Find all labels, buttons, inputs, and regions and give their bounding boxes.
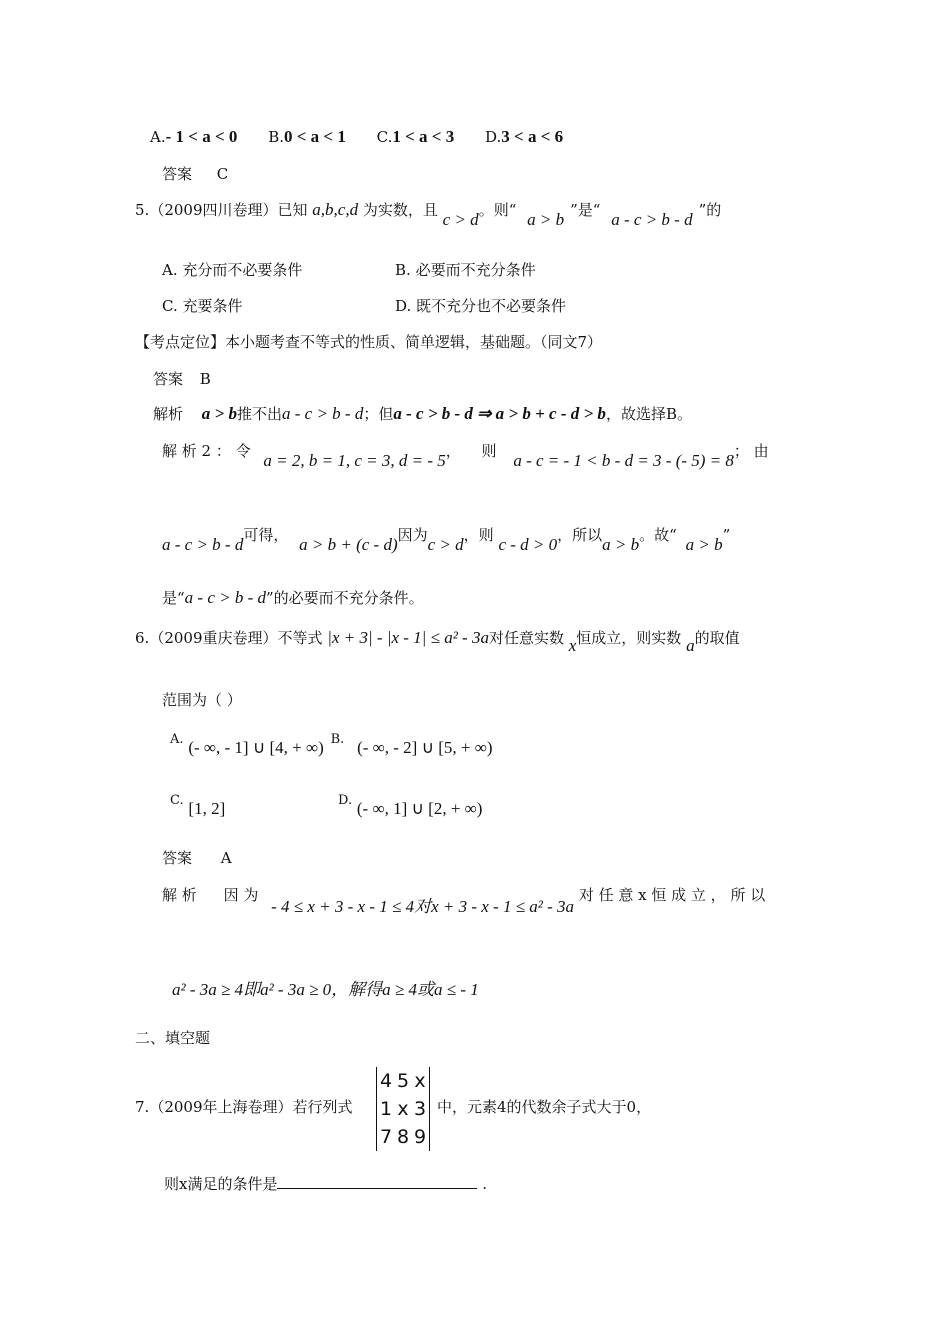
q6-text2: 恒成立，则实数	[576, 629, 682, 647]
determinant-cell: 8	[396, 1126, 410, 1148]
q6-analysis-line2	[172, 980, 479, 1000]
determinant-row	[379, 1067, 427, 1095]
determinant-cell: 3	[413, 1098, 427, 1120]
q5-line4-a: 是“	[162, 589, 185, 607]
q7-source: （2009年上海卷理）若行列式	[149, 1098, 353, 1116]
q5-answer-label: 答案	[153, 370, 184, 388]
q5-answer	[153, 369, 211, 389]
determinant-cell: x	[414, 1070, 426, 1092]
q4-option-c-expr: 1 < a < 3	[392, 127, 455, 146]
q5-line3-i: a > b	[602, 535, 640, 554]
q5-line3-j: 。故“	[639, 526, 677, 544]
q5-analysis2-sep: ，	[445, 442, 461, 460]
q6-text1: 对任意实数	[488, 629, 564, 647]
q4-options-row	[150, 127, 563, 147]
q5-option-c-text: 充要条件	[182, 297, 243, 315]
q6-analysis-label: 解 析	[162, 886, 197, 904]
q6-option-d-label: D.	[338, 793, 353, 808]
q5-analysis-label: 解析	[153, 405, 184, 423]
q5-option-c	[162, 296, 243, 316]
q5-analysis4	[162, 588, 424, 608]
q5-analysis1-e: a - c > b - d ⇒ a > b + c - d > b	[393, 404, 606, 423]
q5-option-d	[395, 296, 566, 316]
q4-option-c-label: C.	[376, 128, 393, 146]
q5-q: a - c > b - d	[611, 210, 693, 229]
q5-analysis1-d: ；但	[363, 405, 394, 423]
q6-expr: |x + 3| - |x - 1| ≤ a² - 3a	[327, 628, 489, 647]
q5-option-c-label: C.	[162, 297, 178, 315]
q4-option-a-label: A.	[150, 128, 166, 146]
q5-option-b-label: B.	[395, 261, 411, 279]
q5-analysis1-c: a - c > b - d	[282, 404, 364, 423]
q5-stem	[135, 200, 722, 229]
q7-text3: .	[477, 1175, 488, 1193]
q6-analysis-line2-text: a² - 3a ≥ 4即a² - 3a ≥ 0，解得a ≥ 4或a ≤ - 1	[172, 980, 479, 999]
q4-option-b-expr: 0 < a < 1	[283, 127, 346, 146]
q6-option-d-expr: (- ∞, 1] ∪ [2, + ∞)	[356, 799, 483, 818]
determinant-cell: 7	[379, 1126, 393, 1148]
q5-text1: 为实数，且	[362, 201, 438, 219]
q6-option-b-label: B.	[330, 732, 345, 747]
q4-option-a-expr: - 1 < a < 0	[165, 127, 238, 146]
q5-line3-g: c - d > 0	[498, 535, 558, 554]
q6-answer	[162, 848, 232, 868]
q5-option-a-text: 充分而不必要条件	[182, 261, 303, 279]
q6-answer-label: 答案	[162, 849, 193, 867]
q5-option-a	[162, 260, 302, 280]
q5-line4-c: ”的必要而不充分条件。	[266, 589, 424, 607]
q7-number: 7.	[135, 1098, 150, 1116]
q5-analysis1-a: a > b	[201, 404, 237, 423]
q5-analysis3	[162, 525, 731, 554]
q5-analysis1-b: 推不出	[236, 405, 282, 423]
q5-option-d-label: D.	[395, 297, 412, 315]
q5-line3-e: c > d	[427, 535, 464, 554]
q6-a: a	[686, 636, 695, 655]
q6-analysis-because: 因 为	[223, 886, 259, 904]
q4-answer-label: 答案	[162, 165, 193, 183]
q6-option-b-expr: (- ∞, - 2] ∪ [5, + ∞)	[357, 738, 493, 757]
q6-option-c-label: C.	[170, 793, 184, 808]
q5-source: （2009四川卷理）已知	[149, 201, 308, 219]
q7-text2: 则x满足的条件是	[164, 1175, 278, 1193]
q6-option-a-expr: (- ∞, - 1] ∪ [4, + ∞)	[188, 738, 324, 757]
q6-text4: 范围为（ ）	[162, 691, 242, 709]
q5-analysis1	[153, 404, 692, 424]
q5-number: 5.	[135, 201, 150, 219]
q5-text4: ”的	[698, 201, 722, 219]
q5-option-d-text: 既不充分也不必要条件	[416, 297, 567, 315]
q5-line3-f: ，则	[463, 526, 494, 544]
determinant-cell: x	[397, 1098, 409, 1120]
q5-line3-b: 可得，	[243, 526, 289, 544]
q5-analysis2-expr1: a = 2, b = 1, c = 3, d = - 5	[263, 451, 446, 470]
q5-text2: 。则“	[478, 201, 517, 219]
q6-option-a-label: A.	[170, 732, 184, 747]
q6-x: x	[568, 636, 577, 655]
q5-line3-k: a > b	[685, 535, 723, 554]
q5-cond: c > d	[442, 210, 479, 229]
q5-analysis2-expr2: a - c = - 1 < b - d = 3 - (- 5) = 8	[513, 451, 734, 470]
q5-line3-c: a > b + (c - d)	[299, 535, 398, 554]
q4-option-d-label: D.	[485, 128, 502, 146]
determinant-row	[379, 1123, 427, 1151]
q5-option-b	[395, 260, 536, 280]
q5-analysis2-label: 解 析 2 ： 令	[162, 442, 251, 460]
q6-option-c	[170, 789, 226, 818]
determinant-cell: 4	[379, 1070, 393, 1092]
q5-analysis1-f: ，故选择B。	[605, 405, 692, 423]
q5-line3-h: ，所以	[557, 526, 603, 544]
q5-analysis2	[162, 441, 769, 470]
q7-determinant	[376, 1067, 430, 1151]
q6-text3: 的取值	[694, 629, 740, 647]
q4-option-b-label: B.	[268, 128, 284, 146]
q4-answer	[162, 164, 228, 184]
q5-analysis2-then: 则	[481, 442, 497, 460]
q5-p: a > b	[527, 210, 565, 229]
q7-stem	[135, 1097, 353, 1117]
determinant-cell: 5	[396, 1070, 410, 1092]
q6-analysis	[162, 885, 766, 916]
determinant-cell: 9	[413, 1126, 427, 1148]
q5-line3-a: a - c > b - d	[162, 535, 244, 554]
q5-vars: a,b,c,d	[312, 200, 359, 219]
q6-analysis-expr: - 4 ≤ x + 3 - x - 1 ≤ 4对x + 3 - x - 1 ≤ a² - 3a	[271, 897, 575, 916]
q6-analysis-tail: 对 任 意 x 恒 成 立 ， 所 以	[578, 886, 766, 904]
q5-line3-l: ”	[722, 526, 731, 544]
q6-source: （2009重庆卷理）不等式	[149, 629, 323, 647]
q7-text1: 中，元素4的代数余子式大于0，	[437, 1098, 652, 1116]
q5-option-a-label: A.	[162, 261, 178, 279]
q7-condition	[164, 1174, 487, 1194]
q6-stem	[135, 628, 740, 655]
q6-option-a	[170, 728, 493, 757]
answer-blank[interactable]	[277, 1174, 477, 1189]
q4-answer-value: C	[216, 165, 229, 183]
q5-text3: ”是“	[570, 201, 601, 219]
q6-option-c-expr: [1, 2]	[188, 799, 226, 818]
q6-answer-value: A	[220, 849, 232, 867]
q5-line4-b: a - c > b - d	[184, 588, 267, 607]
q5-answer-value: B	[199, 370, 211, 388]
q5-line3-d: 因为	[397, 526, 428, 544]
q6-option-d	[338, 789, 483, 818]
section-title: 二、填空题	[135, 1029, 211, 1047]
q4-option-d-expr: 3 < a < 6	[501, 127, 564, 146]
q5-analysis2-end: ； 由	[733, 442, 769, 460]
q5-point: 【考点定位】本小题考查不等式的性质、简单逻辑，基础题。（同文7）	[135, 333, 603, 351]
determinant-cell: 1	[379, 1098, 393, 1120]
determinant-row	[379, 1095, 427, 1123]
q5-option-b-text: 必要而不充分条件	[415, 261, 536, 279]
q6-number: 6.	[135, 629, 150, 647]
